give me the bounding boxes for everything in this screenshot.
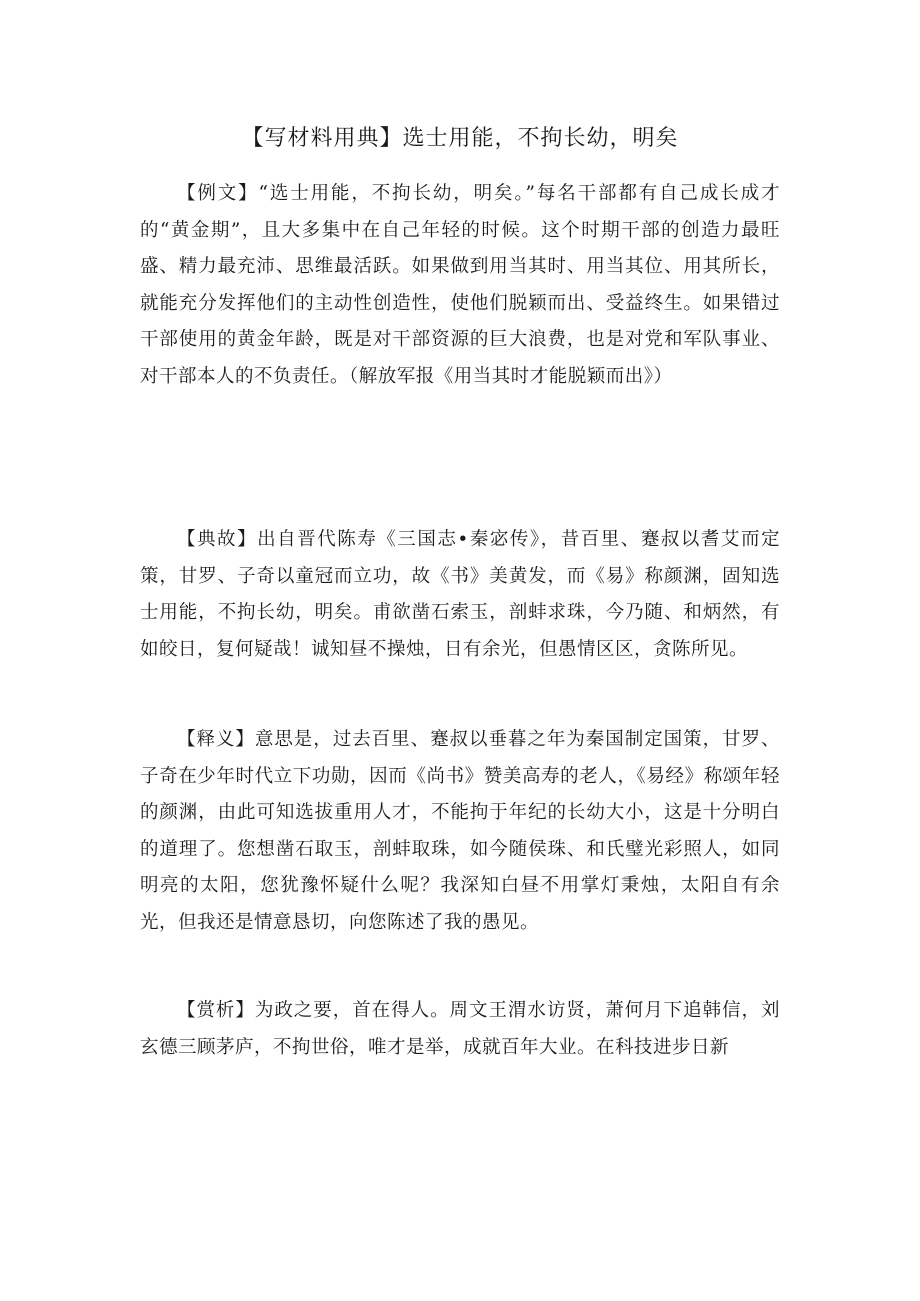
paragraph-allusion — [140, 522, 780, 668]
section-tag-allusion: 【典故】 — [177, 529, 258, 550]
document-title: 【写材料用典】选士用能，不拘长幼，明矣 — [241, 126, 679, 151]
paragraph-interpretation-text: 意思是，过去百里、蹇叔以垂暮之年为秦国制定国策，甘罗、子奇在少年时代立下功勋，因而《尚书》赞美高寿的老人，《易经》称颂年轻的颜渊，由此可知选拔重用人才，不能拘于年纪的长幼大小，这是十分明白的道理了。您想凿石取玉，剖蚌取珠，如今随侯珠、和氏璧光彩照人，如同明亮的太阳，您犹豫怀疑什么呢？我深知白昼不用掌灯秉烛，太阳自有余光，但我还是情意恳切，向您陈述了我的愚见。 — [140, 729, 780, 933]
section-tag-appreciation: 【赏析】 — [177, 1000, 255, 1021]
paragraph-appreciation-text: 为政之要，首在得人。周文王渭水访贤，萧何月下追韩信，刘玄德三顾茅庐，不拘世俗，唯才是举，成就百年大业。在科技进步日新 — [140, 1000, 780, 1058]
paragraph-appreciation — [140, 993, 780, 1066]
paragraph-allusion-text: 出自晋代陈寿《三国志•秦宓传》，昔百里、蹇叔以耆艾而定策，甘罗、子奇以童冠而立功，故《书》美黄发，而《易》称颜渊，固知选士用能，不拘长幼，明矣。甫欲凿石索玉，剖蚌求珠，今乃随、和炳然，有如皎日，复何疑哉！诚知昼不操烛，日有余光，但愚情区区，贪陈所见。 — [140, 529, 780, 660]
section-tag-interpretation: 【释义】 — [177, 729, 255, 750]
paragraph-interpretation — [140, 722, 780, 941]
paragraph-example — [140, 176, 780, 395]
paragraph-example-text: “选士用能，不拘长幼，明矣。”每名干部都有自己成长成才的“黄金期”，且大多集中在自己年轻的时候。这个时期干部的创造力最旺盛、精力最充沛、思维最活跃。如果做到用当其时、用当其位、用其所长，就能充分发挥他们的主动性创造性，使他们脱颖而出、受益终生。如果错过干部使用的黄金年龄，既是对干部资源的巨大浪费，也是对党和军队事业、对干部本人的不负责任。（解放军报《用当其时才能脱颖而出》） — [140, 183, 780, 387]
section-tag-example: 【例文】 — [177, 183, 259, 204]
